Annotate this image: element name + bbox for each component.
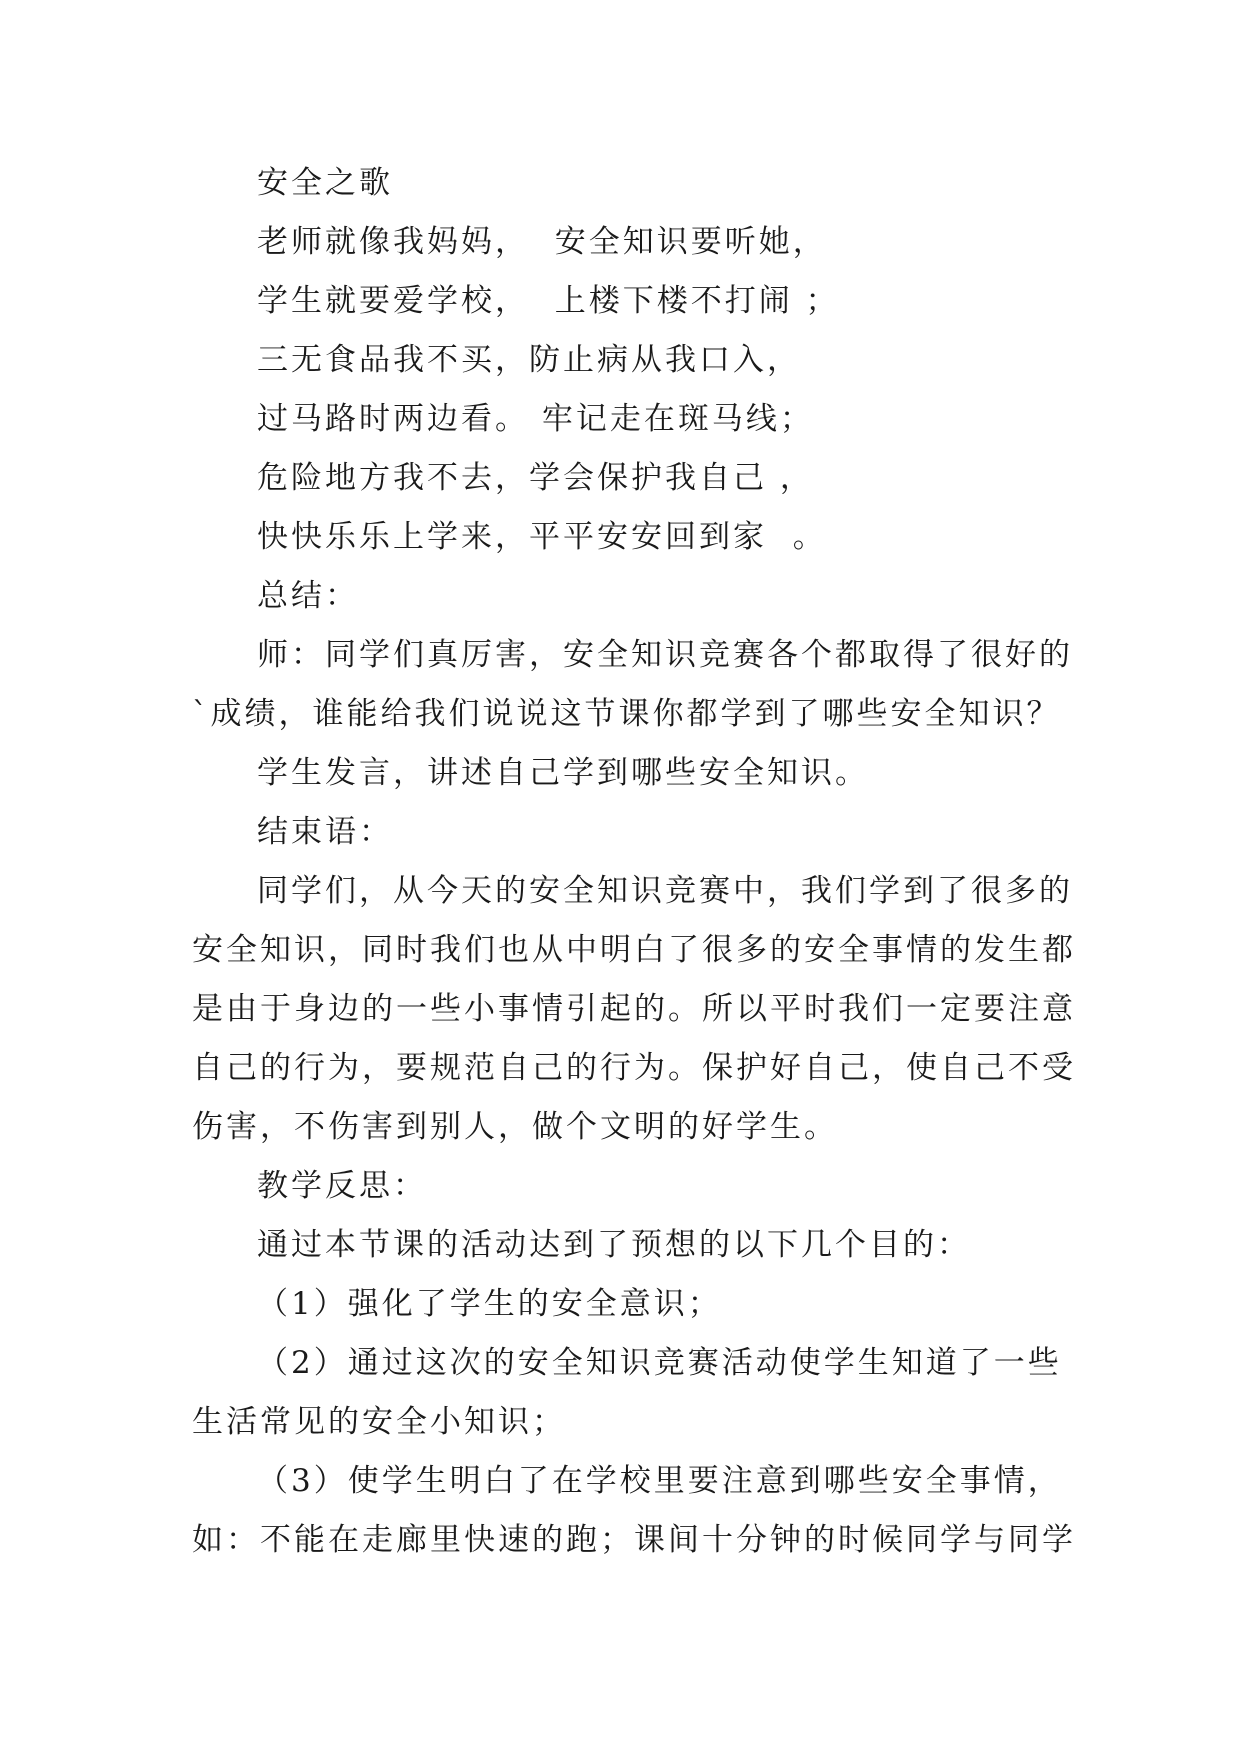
teacher-paragraph-line: 师：同学们真厉害，安全知识竞赛各个都取得了很好的 <box>257 637 1073 673</box>
reflection-item-3-line: 如：不能在走廊里快速的跑；课间十分钟的时候同学与同学 <box>192 1522 1076 1558</box>
reflection-item-2-line: 生活常见的安全小知识； <box>192 1404 566 1440</box>
closing-paragraph-line: 安全知识，同时我们也从中明白了很多的安全事情的发生都 <box>192 932 1076 968</box>
reflection-item-2-line: （2）通过这次的安全知识竞赛活动使学生知道了一些 <box>257 1345 1062 1381</box>
poem-line: 过马路时两边看。 牢记走在斑马线； <box>257 401 814 437</box>
poem-line: 老师就像我妈妈， 安全知识要听她， <box>257 224 827 260</box>
poem-line: 三无食品我不买，防止病从我口入， <box>257 342 801 378</box>
reflection-heading: 教学反思： <box>257 1168 427 1204</box>
closing-paragraph-line: 自己的行为，要规范自己的行为。保护好自己，使自己不受 <box>192 1050 1076 1086</box>
reflection-intro: 通过本节课的活动达到了预想的以下几个目的： <box>257 1227 971 1263</box>
reflection-item-1: （1）强化了学生的安全意识； <box>257 1286 722 1322</box>
document-body <box>192 154 1076 1570</box>
student-paragraph: 学生发言，讲述自己学到哪些安全知识。 <box>257 755 869 791</box>
closing-paragraph-line: 伤害，不伤害到别人，做个文明的好学生。 <box>192 1109 838 1145</box>
summary-heading: 总结： <box>257 578 359 614</box>
reflection-item-3-line: （3）使学生明白了在学校里要注意到哪些安全事情， <box>257 1463 1062 1499</box>
poem-title: 安全之歌 <box>257 165 393 201</box>
poem-line: 危险地方我不去，学会保护我自己 ， <box>257 460 814 496</box>
closing-heading: 结束语： <box>257 814 393 850</box>
teacher-paragraph-line: `成绩，谁能给我们说说这节课你都学到了哪些安全知识？ <box>192 696 1061 732</box>
poem-line: 快快乐乐上学来，平平安安回到家 。 <box>257 519 827 555</box>
closing-paragraph-line: 同学们，从今天的安全知识竞赛中，我们学到了很多的 <box>257 873 1073 909</box>
closing-paragraph-line: 是由于身边的一些小事情引起的。所以平时我们一定要注意 <box>192 991 1076 1027</box>
poem-line: 学生就要爱学校， 上楼下楼不打闹 ； <box>257 283 840 319</box>
